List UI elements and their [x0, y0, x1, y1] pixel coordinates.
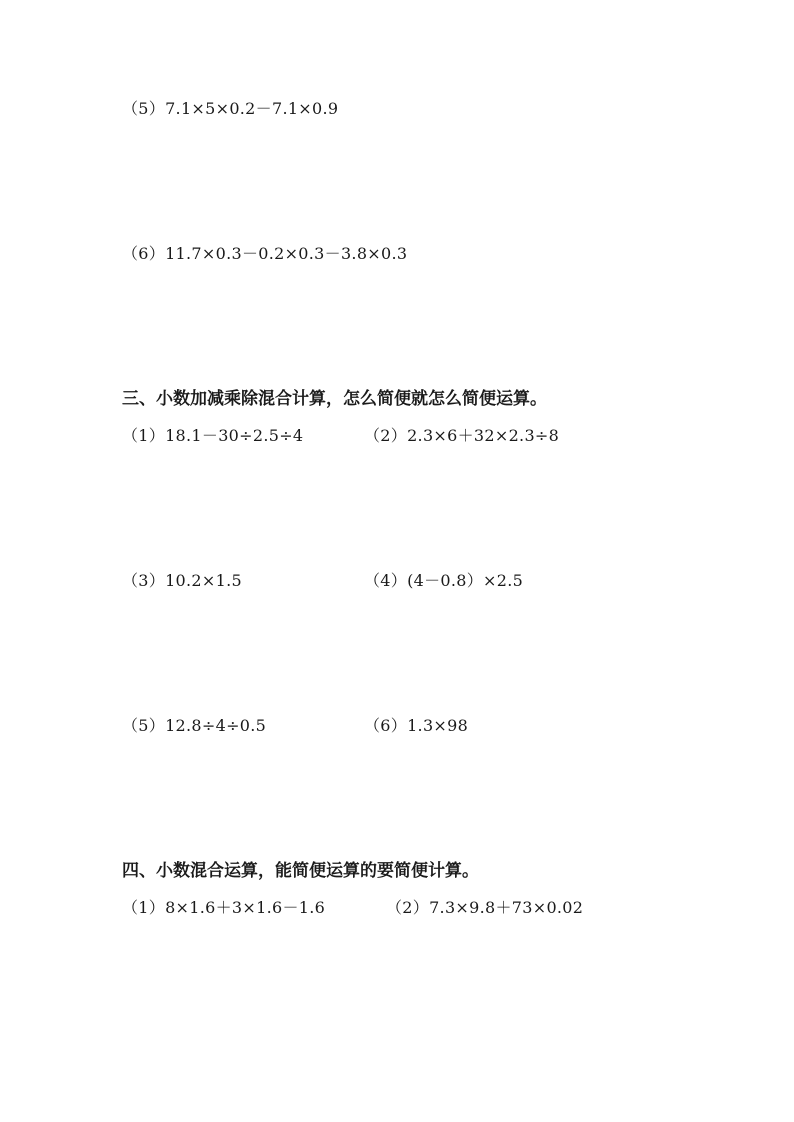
section-4-heading: 四、小数混合运算，能简便运算的要简便计算。 [122, 861, 479, 881]
problem-2-5: （5）7.1×5×0.2－7.1×0.9 [122, 99, 339, 118]
problem-3-6: （6）1.3×98 [364, 716, 469, 735]
problem-4-2: （2）7.3×9.8＋73×0.02 [386, 898, 584, 917]
problem-3-5: （5）12.8÷4÷0.5 [122, 716, 267, 735]
problem-3-4: （4）(4－0.8）×2.5 [364, 571, 524, 590]
problem-3-1: （1）18.1－30÷2.5÷4 [122, 426, 304, 445]
problem-3-3: （3）10.2×1.5 [122, 571, 242, 590]
problem-3-2: （2）2.3×6＋32×2.3÷8 [364, 426, 560, 445]
problem-2-6: （6）11.7×0.3－0.2×0.3－3.8×0.3 [122, 244, 408, 263]
problem-4-1: （1）8×1.6＋3×1.6－1.6 [122, 898, 326, 917]
section-3-heading: 三、小数加减乘除混合计算，怎么简便就怎么简便运算。 [122, 389, 547, 409]
